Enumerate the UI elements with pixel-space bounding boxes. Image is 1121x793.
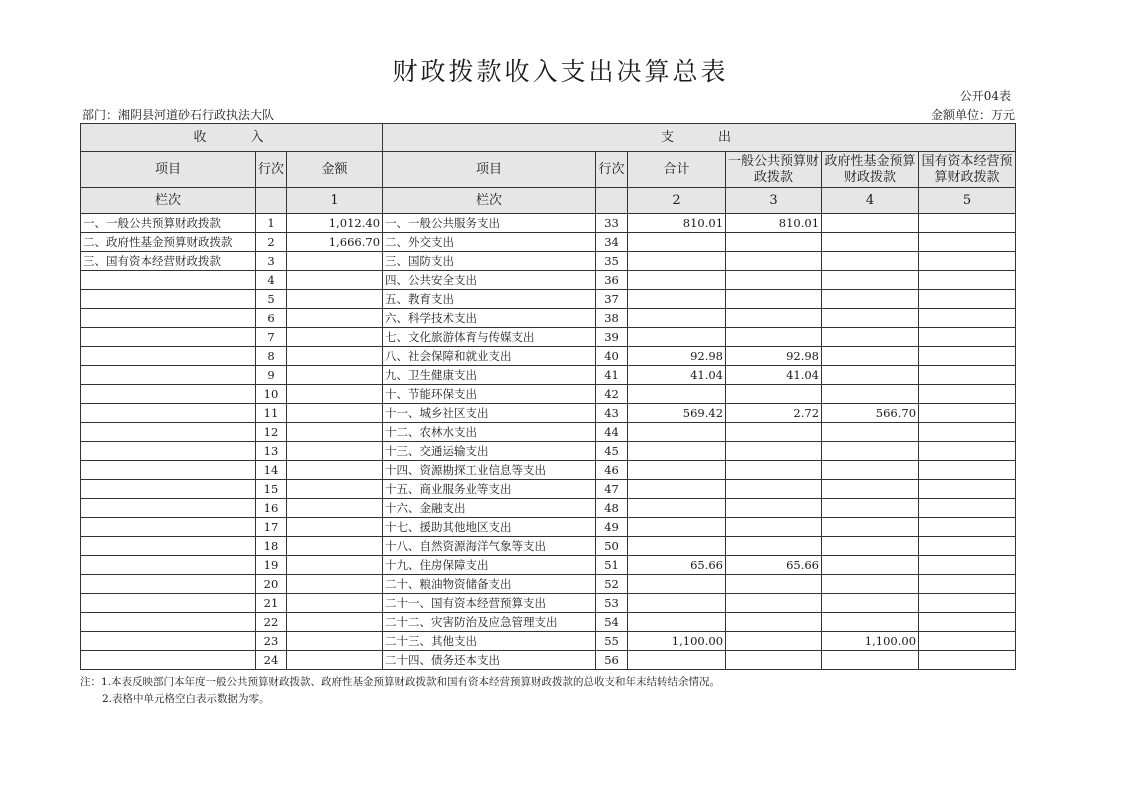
income-amount-cell (287, 556, 383, 575)
general-budget-cell (726, 309, 822, 328)
income-row-no-cell: 11 (256, 404, 287, 423)
income-item-cell (81, 328, 256, 347)
total-header: 合计 (628, 152, 726, 188)
expense-item-cell: 十八、自然资源海洋气象等支出 (383, 537, 596, 556)
exp-col-label: 栏次 (383, 188, 596, 214)
income-item-cell (81, 271, 256, 290)
general-budget-cell (726, 290, 822, 309)
expense-row-no-cell: 42 (596, 385, 628, 404)
income-row-no-cell: 17 (256, 518, 287, 537)
general-budget-cell (726, 651, 822, 670)
col-index-2: 2 (628, 188, 726, 214)
general-budget-cell (726, 423, 822, 442)
total-cell (628, 271, 726, 290)
income-item-cell (81, 556, 256, 575)
expense-row-no-cell: 53 (596, 594, 628, 613)
total-cell (628, 385, 726, 404)
expense-item-header: 项目 (383, 152, 596, 188)
income-item-cell (81, 575, 256, 594)
total-cell: 569.42 (628, 404, 726, 423)
income-amount-cell (287, 252, 383, 271)
income-amount-cell (287, 271, 383, 290)
general-budget-cell (726, 328, 822, 347)
income-item-cell (81, 404, 256, 423)
total-cell: 41.04 (628, 366, 726, 385)
income-row-no-cell: 6 (256, 309, 287, 328)
income-item-cell: 二、政府性基金预算财政拨款 (81, 233, 256, 252)
total-cell (628, 499, 726, 518)
expense-item-cell: 三、国防支出 (383, 252, 596, 271)
fund-budget-header: 政府性基金预算财政拨款 (822, 152, 919, 188)
income-item-cell (81, 309, 256, 328)
income-row-no-cell: 18 (256, 537, 287, 556)
expense-item-cell: 一、一般公共服务支出 (383, 214, 596, 233)
fund-budget-cell (822, 290, 919, 309)
expense-header: 支 出 (383, 124, 1016, 152)
table-row (81, 613, 1016, 632)
expense-item-cell: 九、卫生健康支出 (383, 366, 596, 385)
page-title: 财政拨款收入支出决算总表 (392, 57, 729, 86)
state-capital-cell (919, 423, 1016, 442)
income-row-no-cell: 21 (256, 594, 287, 613)
exp-col-label-empty (596, 188, 628, 214)
total-cell (628, 575, 726, 594)
expense-item-cell: 十四、资源勘探工业信息等支出 (383, 461, 596, 480)
income-amount-cell: 1,666.70 (287, 233, 383, 252)
general-budget-cell: 92.98 (726, 347, 822, 366)
header-row-section (81, 124, 1016, 152)
total-cell (628, 613, 726, 632)
expense-row-no-cell: 43 (596, 404, 628, 423)
state-capital-cell (919, 499, 1016, 518)
income-row-no-cell: 10 (256, 385, 287, 404)
income-amount-cell (287, 385, 383, 404)
general-budget-cell: 41.04 (726, 366, 822, 385)
expense-row-no-cell: 49 (596, 518, 628, 537)
income-row-no-cell: 7 (256, 328, 287, 347)
income-item-cell (81, 423, 256, 442)
expense-row-no-cell: 55 (596, 632, 628, 651)
table-row (81, 404, 1016, 423)
table-row (81, 233, 1016, 252)
income-item-cell (81, 347, 256, 366)
total-cell (628, 233, 726, 252)
fund-budget-cell (822, 233, 919, 252)
state-capital-cell (919, 347, 1016, 366)
note-1: 注：1.本表反映部门本年度一般公共预算财政拨款、政府性基金预算财政拨款和国有资本经营预算财政拨款的总收支和年末结转结余情况。 (80, 676, 721, 688)
expense-row-no-cell: 47 (596, 480, 628, 499)
expense-row-no-cell: 39 (596, 328, 628, 347)
table-row (81, 499, 1016, 518)
expense-item-cell: 二十、粮油物资储备支出 (383, 575, 596, 594)
income-row-no-cell: 15 (256, 480, 287, 499)
total-cell (628, 328, 726, 347)
note-2: 2.表格中单元格空白表示数据为零。 (102, 693, 270, 705)
state-capital-cell (919, 461, 1016, 480)
department-label: 部门：湘阴县河道砂石行政执法大队 (82, 108, 275, 122)
income-amount-cell (287, 423, 383, 442)
state-capital-cell (919, 252, 1016, 271)
table-row (81, 271, 1016, 290)
total-cell (628, 461, 726, 480)
income-amount-cell (287, 461, 383, 480)
income-item-cell (81, 518, 256, 537)
income-row-no-cell: 12 (256, 423, 287, 442)
income-item-cell: 一、一般公共预算财政拨款 (81, 214, 256, 233)
income-header: 收 入 (81, 124, 383, 152)
expense-row-no-cell: 54 (596, 613, 628, 632)
fund-budget-cell (822, 499, 919, 518)
expense-item-cell: 八、社会保障和就业支出 (383, 347, 596, 366)
income-item-header: 项目 (81, 152, 256, 188)
table-row (81, 214, 1016, 233)
fund-budget-cell: 566.70 (822, 404, 919, 423)
general-budget-cell (726, 518, 822, 537)
state-capital-cell (919, 594, 1016, 613)
table-row (81, 328, 1016, 347)
state-capital-cell (919, 233, 1016, 252)
expense-item-cell: 二十四、债务还本支出 (383, 651, 596, 670)
state-capital-header: 国有资本经营预算财政拨款 (919, 152, 1016, 188)
income-row-no-cell: 8 (256, 347, 287, 366)
income-row-no-header: 行次 (256, 152, 287, 188)
expense-row-no-cell: 34 (596, 233, 628, 252)
col-label-empty (256, 188, 287, 214)
income-amount-cell (287, 309, 383, 328)
income-row-no-cell: 19 (256, 556, 287, 575)
general-budget-cell (726, 537, 822, 556)
expense-row-no-cell: 40 (596, 347, 628, 366)
expense-row-no-header: 行次 (596, 152, 628, 188)
expense-item-cell: 十六、金融支出 (383, 499, 596, 518)
table-row (81, 290, 1016, 309)
total-cell (628, 518, 726, 537)
table-row (81, 366, 1016, 385)
table-row (81, 423, 1016, 442)
income-item-cell (81, 442, 256, 461)
income-row-no-cell: 5 (256, 290, 287, 309)
income-row-no-cell: 4 (256, 271, 287, 290)
income-item-cell (81, 480, 256, 499)
income-amount-cell (287, 651, 383, 670)
fund-budget-cell (822, 651, 919, 670)
total-cell (628, 290, 726, 309)
fund-budget-cell (822, 594, 919, 613)
header-row-column-index (81, 188, 1016, 214)
expense-item-cell: 六、科学技术支出 (383, 309, 596, 328)
fund-budget-cell (822, 461, 919, 480)
expense-item-cell: 二十二、灾害防治及应急管理支出 (383, 613, 596, 632)
state-capital-cell (919, 442, 1016, 461)
fund-budget-cell (822, 537, 919, 556)
state-capital-cell (919, 366, 1016, 385)
income-amount-cell (287, 442, 383, 461)
income-amount-cell (287, 347, 383, 366)
expense-item-cell: 四、公共安全支出 (383, 271, 596, 290)
col-label: 栏次 (81, 188, 256, 214)
income-item-cell: 三、国有资本经营财政拨款 (81, 252, 256, 271)
col-index-3: 3 (726, 188, 822, 214)
state-capital-cell (919, 613, 1016, 632)
income-amount-cell (287, 594, 383, 613)
income-item-cell (81, 461, 256, 480)
fund-budget-cell (822, 347, 919, 366)
general-budget-cell (726, 499, 822, 518)
general-budget-cell: 810.01 (726, 214, 822, 233)
table-row (81, 537, 1016, 556)
fund-budget-cell (822, 366, 919, 385)
expense-item-cell: 十、节能环保支出 (383, 385, 596, 404)
total-cell (628, 442, 726, 461)
expense-item-cell: 二十三、其他支出 (383, 632, 596, 651)
fund-budget-cell (822, 575, 919, 594)
income-row-no-cell: 9 (256, 366, 287, 385)
table-row (81, 651, 1016, 670)
income-item-cell (81, 537, 256, 556)
col-index-1: 1 (287, 188, 383, 214)
total-cell (628, 309, 726, 328)
expense-item-cell: 十二、农林水支出 (383, 423, 596, 442)
table-row (81, 461, 1016, 480)
fund-budget-cell (822, 328, 919, 347)
table-row (81, 556, 1016, 575)
notes (80, 674, 720, 708)
income-item-cell (81, 651, 256, 670)
col-index-5: 5 (919, 188, 1016, 214)
state-capital-cell (919, 290, 1016, 309)
expense-row-no-cell: 51 (596, 556, 628, 575)
state-capital-cell (919, 518, 1016, 537)
total-cell (628, 594, 726, 613)
table-row (81, 518, 1016, 537)
state-capital-cell (919, 328, 1016, 347)
income-row-no-cell: 24 (256, 651, 287, 670)
general-budget-cell (726, 442, 822, 461)
fund-budget-cell (822, 442, 919, 461)
table-row (81, 309, 1016, 328)
table-row (81, 632, 1016, 651)
expense-item-cell: 七、文化旅游体育与传媒支出 (383, 328, 596, 347)
general-budget-cell (726, 233, 822, 252)
expense-item-cell: 二、外交支出 (383, 233, 596, 252)
expense-row-no-cell: 35 (596, 252, 628, 271)
income-amount-cell (287, 518, 383, 537)
table-row (81, 442, 1016, 461)
income-item-cell (81, 632, 256, 651)
general-budget-cell (726, 594, 822, 613)
table-row (81, 480, 1016, 499)
expense-item-cell: 十九、住房保障支出 (383, 556, 596, 575)
income-row-no-cell: 20 (256, 575, 287, 594)
fund-budget-cell (822, 385, 919, 404)
total-cell: 1,100.00 (628, 632, 726, 651)
general-budget-cell: 2.72 (726, 404, 822, 423)
expense-item-cell: 十一、城乡社区支出 (383, 404, 596, 423)
fund-budget-cell (822, 214, 919, 233)
table-row (81, 575, 1016, 594)
general-budget-cell (726, 385, 822, 404)
general-budget-cell (726, 575, 822, 594)
income-row-no-cell: 2 (256, 233, 287, 252)
expense-row-no-cell: 33 (596, 214, 628, 233)
form-number: 公开04表 (959, 89, 1011, 103)
total-cell (628, 252, 726, 271)
general-budget-cell (726, 480, 822, 499)
fund-budget-cell: 1,100.00 (822, 632, 919, 651)
income-row-no-cell: 13 (256, 442, 287, 461)
state-capital-cell (919, 632, 1016, 651)
income-item-cell (81, 290, 256, 309)
table-row (81, 347, 1016, 366)
expense-row-no-cell: 48 (596, 499, 628, 518)
expense-row-no-cell: 38 (596, 309, 628, 328)
general-budget-header: 一般公共预算财政拨款 (726, 152, 822, 188)
fund-budget-cell (822, 480, 919, 499)
income-amount-cell (287, 632, 383, 651)
income-row-no-cell: 16 (256, 499, 287, 518)
state-capital-cell (919, 271, 1016, 290)
expense-item-cell: 二十一、国有资本经营预算支出 (383, 594, 596, 613)
income-item-cell (81, 594, 256, 613)
state-capital-cell (919, 651, 1016, 670)
income-row-no-cell: 23 (256, 632, 287, 651)
general-budget-cell (726, 613, 822, 632)
income-amount-cell (287, 404, 383, 423)
income-amount-cell: 1,012.40 (287, 214, 383, 233)
state-capital-cell (919, 480, 1016, 499)
income-amount-cell (287, 613, 383, 632)
state-capital-cell (919, 556, 1016, 575)
income-row-no-cell: 22 (256, 613, 287, 632)
total-cell (628, 423, 726, 442)
expense-row-no-cell: 37 (596, 290, 628, 309)
unit-label: 金额单位：万元 (930, 108, 1015, 122)
expense-item-cell: 十三、交通运输支出 (383, 442, 596, 461)
expense-item-cell: 十七、援助其他地区支出 (383, 518, 596, 537)
fund-budget-cell (822, 423, 919, 442)
fund-budget-cell (822, 271, 919, 290)
expense-row-no-cell: 50 (596, 537, 628, 556)
state-capital-cell (919, 385, 1016, 404)
expense-item-cell: 十五、商业服务业等支出 (383, 480, 596, 499)
income-row-no-cell: 1 (256, 214, 287, 233)
expense-row-no-cell: 36 (596, 271, 628, 290)
income-amount-cell (287, 575, 383, 594)
general-budget-cell: 65.66 (726, 556, 822, 575)
general-budget-cell (726, 252, 822, 271)
total-cell (628, 537, 726, 556)
state-capital-cell (919, 309, 1016, 328)
income-row-no-cell: 3 (256, 252, 287, 271)
table-row (81, 594, 1016, 613)
expense-item-cell: 五、教育支出 (383, 290, 596, 309)
expense-row-no-cell: 52 (596, 575, 628, 594)
expense-row-no-cell: 56 (596, 651, 628, 670)
income-amount-cell (287, 480, 383, 499)
income-amount-cell (287, 499, 383, 518)
table-row (81, 385, 1016, 404)
fund-budget-cell (822, 518, 919, 537)
total-cell: 810.01 (628, 214, 726, 233)
total-cell (628, 651, 726, 670)
income-item-cell (81, 385, 256, 404)
state-capital-cell (919, 537, 1016, 556)
table-row (81, 252, 1016, 271)
general-budget-cell (726, 632, 822, 651)
income-amount-cell (287, 537, 383, 556)
expense-row-no-cell: 44 (596, 423, 628, 442)
general-budget-cell (726, 461, 822, 480)
income-item-cell (81, 366, 256, 385)
budget-table (80, 123, 1016, 670)
income-item-cell (81, 499, 256, 518)
income-amount-cell (287, 290, 383, 309)
income-amount-header: 金额 (287, 152, 383, 188)
col-index-4: 4 (822, 188, 919, 214)
total-cell (628, 480, 726, 499)
income-amount-cell (287, 328, 383, 347)
fund-budget-cell (822, 613, 919, 632)
fund-budget-cell (822, 252, 919, 271)
income-amount-cell (287, 366, 383, 385)
header-row-columns (81, 152, 1016, 188)
expense-row-no-cell: 41 (596, 366, 628, 385)
expense-row-no-cell: 45 (596, 442, 628, 461)
general-budget-cell (726, 271, 822, 290)
fund-budget-cell (822, 309, 919, 328)
income-item-cell (81, 613, 256, 632)
total-cell: 92.98 (628, 347, 726, 366)
state-capital-cell (919, 404, 1016, 423)
state-capital-cell (919, 575, 1016, 594)
state-capital-cell (919, 214, 1016, 233)
income-row-no-cell: 14 (256, 461, 287, 480)
fund-budget-cell (822, 556, 919, 575)
total-cell: 65.66 (628, 556, 726, 575)
expense-row-no-cell: 46 (596, 461, 628, 480)
